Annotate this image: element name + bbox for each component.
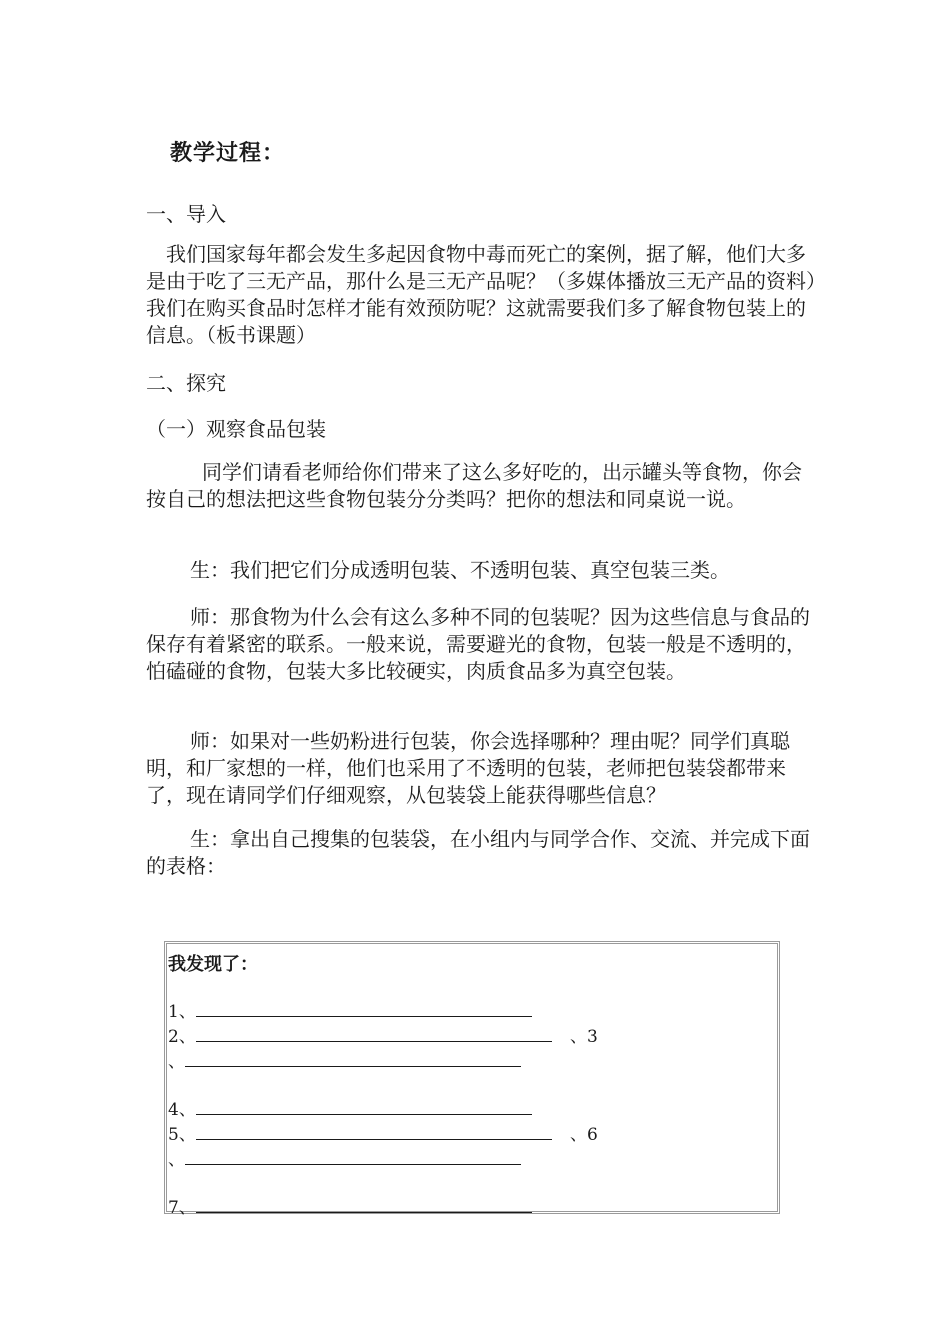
paragraph-teacher-intro: 同学们请看老师给你们带来了这么多好吃的，出示罐头等食物，你会按自己的想法把这些食物包装分分类吗？把你的想法和同桌说一说。 — [146, 460, 802, 511]
answer-blank[interactable] — [196, 1198, 532, 1213]
page-title: 教学过程： — [170, 141, 286, 166]
worksheet-line-5 — [168, 1120, 552, 1145]
worksheet-box — [164, 941, 780, 1214]
line-number: 5、 — [168, 1125, 196, 1145]
worksheet-title: 我发现了： — [168, 954, 258, 975]
worksheet-line-3 — [168, 1047, 521, 1072]
line-number: 2、 — [168, 1027, 196, 1047]
answer-blank[interactable] — [185, 1150, 521, 1165]
answer-blank[interactable] — [196, 1125, 552, 1140]
paragraph-student-task: 生：拿出自己搜集的包装袋，在小组内与同学合作、交流、并完成下面的表格： — [146, 827, 810, 878]
intro-paragraph: 我们国家每年都会发生多起因食物中毒而死亡的案例，据了解，他们大多是由于吃了三无产品，那什么是三无产品呢？（多媒体播放三无产品的资料）我们在购买食品时怎样才能有效预防呢？这就需要我们多了解食物包装上的信息。（板书课题） — [146, 242, 816, 347]
answer-blank[interactable] — [196, 1100, 532, 1115]
line-number: 、 — [168, 1052, 185, 1072]
paragraph-student-answer-1: 生：我们把它们分成透明包装、不透明包装、真空包装三类。 — [190, 558, 730, 582]
section-heading-explore: 二、探究 — [146, 371, 226, 395]
subsection-heading: （一）观察食品包装 — [146, 417, 326, 441]
line-number: 4、 — [168, 1100, 196, 1120]
line-tail: 、3 — [570, 1027, 598, 1047]
line-tail: 、6 — [570, 1125, 598, 1145]
paragraph-teacher-question: 师：如果对一些奶粉进行包装，你会选择哪种？理由呢？同学们真聪明，和厂家想的一样，他们也采用了不透明的包装，老师把包装袋都带来了，现在请同学们仔细观察，从包装袋上能获得哪些信息？ — [146, 729, 790, 807]
worksheet-line-6 — [168, 1145, 521, 1170]
worksheet-line-2 — [168, 1022, 552, 1047]
line-number: 、 — [168, 1150, 185, 1170]
answer-blank[interactable] — [185, 1052, 521, 1067]
paragraph-teacher-explain: 师：那食物为什么会有这么多种不同的包装呢？因为这些信息与食品的保存有着紧密的联系。一般来说，需要避光的食物，包装一般是不透明的，怕磕碰的食物，包装大多比较硬实，肉质食品多为真空包装。 — [146, 605, 810, 683]
worksheet-line-4 — [168, 1095, 532, 1120]
worksheet-line-1 — [168, 997, 532, 1022]
line-number: 7、 — [168, 1198, 196, 1218]
answer-blank[interactable] — [196, 1027, 552, 1042]
answer-blank[interactable] — [196, 1002, 532, 1017]
line-number: 1、 — [168, 1002, 196, 1022]
section-heading-intro: 一、导入 — [146, 202, 226, 226]
worksheet-line-7 — [168, 1193, 532, 1218]
